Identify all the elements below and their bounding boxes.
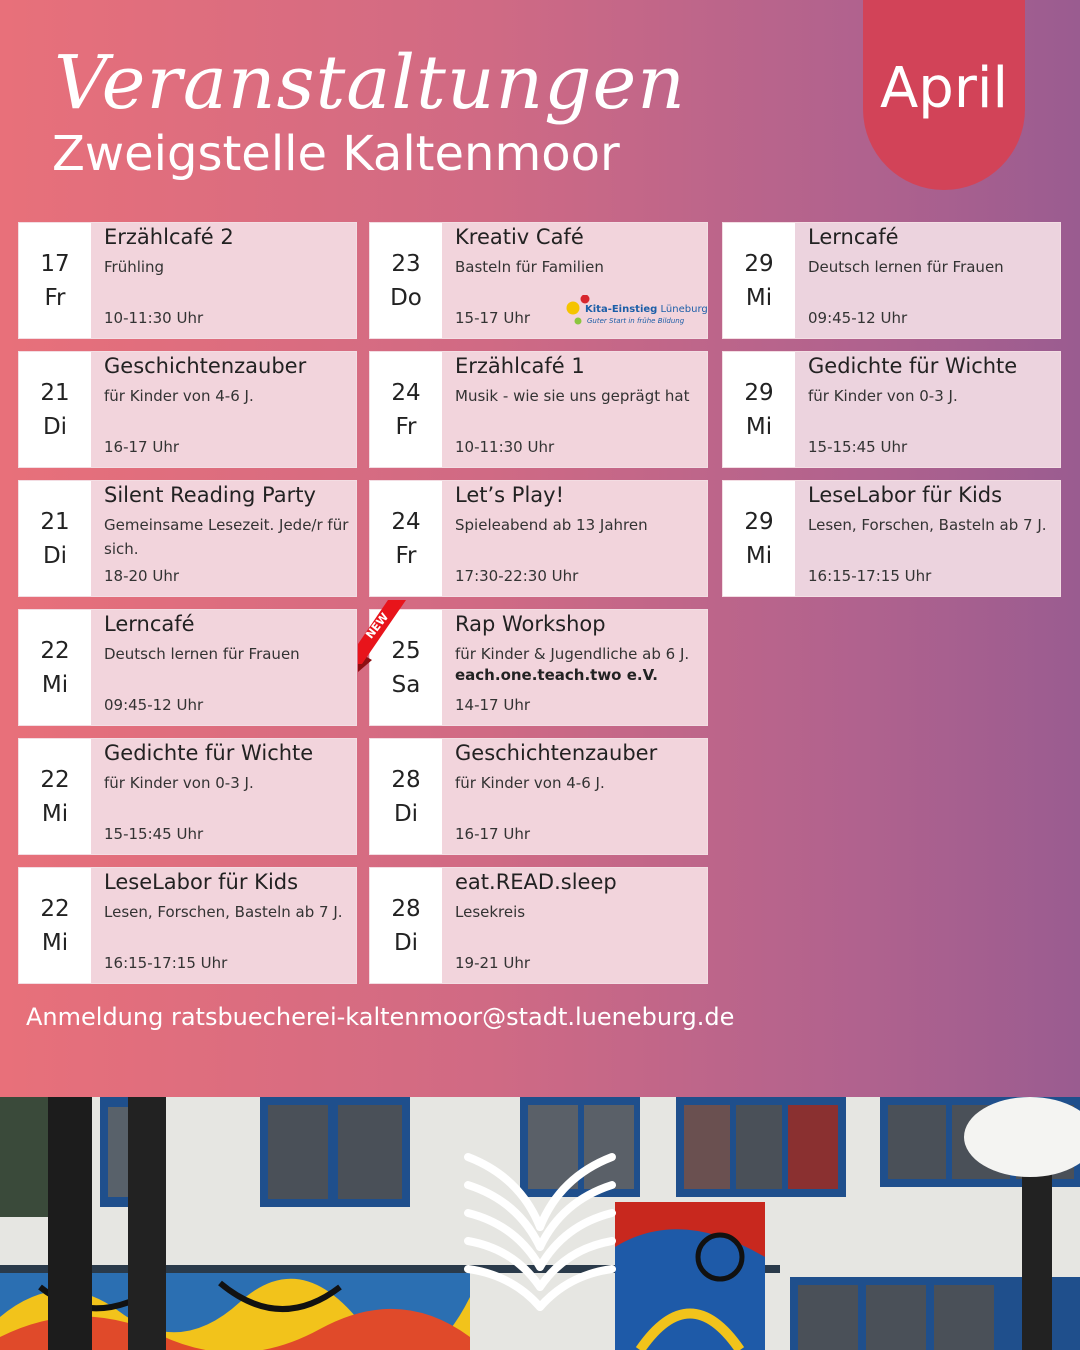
event-description: Frühling <box>104 258 165 276</box>
event-info <box>795 223 1060 338</box>
event-weekday: Mi <box>745 284 773 311</box>
event-date <box>370 481 442 596</box>
event-weekday: Mi <box>41 671 69 698</box>
event-time: 18-20 Uhr <box>104 567 180 585</box>
event-title: Silent Reading Party <box>104 483 316 507</box>
kita-tagline: Guter Start in frühe Bildung <box>587 317 685 325</box>
page-subtitle: Zweigstelle Kaltenmoor <box>52 126 620 182</box>
event-description: Lesekreis <box>455 903 526 921</box>
event-date <box>723 481 795 596</box>
event-info <box>91 352 356 467</box>
event-info <box>91 868 356 983</box>
event-day: 24 <box>391 508 421 535</box>
event-card <box>18 480 357 597</box>
event-info <box>91 739 356 854</box>
event-description: Gemeinsame Lesezeit. Jede/r für sich. <box>104 516 349 558</box>
event-date <box>723 223 795 338</box>
event-day: 17 <box>40 250 70 277</box>
event-card <box>369 867 708 984</box>
event-time: 16:15-17:15 Uhr <box>104 954 228 972</box>
event-description: Lesen, Forschen, Basteln ab 7 J. <box>104 903 343 921</box>
event-card <box>722 222 1061 339</box>
event-weekday: Do <box>390 284 422 311</box>
event-description: für Kinder von 4-6 J. <box>455 774 605 792</box>
event-description: Basteln für Familien <box>455 258 604 276</box>
event-info <box>795 481 1060 596</box>
event-weekday: Fr <box>395 413 417 440</box>
event-info <box>442 481 707 596</box>
kita-einstieg-logo <box>565 295 708 329</box>
event-description: Musik - wie sie uns geprägt hat <box>455 387 690 405</box>
event-info <box>442 610 707 725</box>
event-date <box>19 610 91 725</box>
event-info <box>91 223 356 338</box>
event-weekday: Mi <box>41 929 69 956</box>
event-title: Geschichtenzauber <box>455 741 658 765</box>
event-description: für Kinder von 0-3 J. <box>808 387 958 405</box>
event-weekday: Di <box>393 800 419 827</box>
event-title: Erzählcafé 1 <box>455 354 585 378</box>
event-weekday: Di <box>42 542 68 569</box>
event-date <box>370 223 442 338</box>
event-info <box>91 610 356 725</box>
event-title: Gedichte für Wichte <box>808 354 1018 378</box>
event-card <box>369 351 708 468</box>
event-time: 16-17 Uhr <box>104 438 180 456</box>
event-description: Deutsch lernen für Frauen <box>104 645 300 663</box>
event-time: 09:45-12 Uhr <box>808 309 908 327</box>
event-card <box>369 738 708 855</box>
event-card <box>722 480 1061 597</box>
event-day: 29 <box>744 250 774 277</box>
new-ribbon-icon <box>358 600 414 672</box>
event-day: 28 <box>391 766 421 793</box>
registration-contact: Anmeldung ratsbuecherei-kaltenmoor@stadt.lueneburg.de <box>26 1003 735 1031</box>
event-title: Lerncafé <box>808 225 899 249</box>
event-description: für Kinder von 4-6 J. <box>104 387 254 405</box>
event-title: LeseLabor für Kids <box>808 483 1003 507</box>
event-time: 16-17 Uhr <box>455 825 531 843</box>
event-day: 21 <box>40 379 70 406</box>
event-title: Lerncafé <box>104 612 195 636</box>
event-time: 16:15-17:15 Uhr <box>808 567 932 585</box>
event-title: LeseLabor für Kids <box>104 870 299 894</box>
event-card <box>18 351 357 468</box>
event-time: 15-17 Uhr <box>455 309 531 327</box>
event-day: 29 <box>744 508 774 535</box>
event-time: 10-11:30 Uhr <box>455 438 555 456</box>
event-day: 21 <box>40 508 70 535</box>
event-weekday: Fr <box>395 542 417 569</box>
event-card <box>18 867 357 984</box>
event-card <box>18 222 357 339</box>
event-info <box>91 481 356 596</box>
event-description: Lesen, Forschen, Basteln ab 7 J. <box>808 516 1047 534</box>
library-facade-image <box>0 1097 1080 1350</box>
event-description: für Kinder & Jugendliche ab 6 J. <box>455 645 690 663</box>
event-time: 19-21 Uhr <box>455 954 531 972</box>
event-info <box>442 352 707 467</box>
event-time: 15-15:45 Uhr <box>808 438 908 456</box>
event-title: Let’s Play! <box>455 483 564 507</box>
event-description: für Kinder von 0-3 J. <box>104 774 254 792</box>
svg-text:NEW: NEW <box>363 610 392 642</box>
event-date <box>370 739 442 854</box>
event-info <box>442 868 707 983</box>
event-weekday: Mi <box>745 413 773 440</box>
event-day: 23 <box>391 250 421 277</box>
event-date <box>19 739 91 854</box>
event-day: 29 <box>744 379 774 406</box>
month-tab: April <box>863 0 1025 190</box>
event-card <box>369 222 708 339</box>
event-day: 28 <box>391 895 421 922</box>
event-title: Geschichtenzauber <box>104 354 307 378</box>
event-info <box>795 352 1060 467</box>
event-weekday: Di <box>42 413 68 440</box>
event-time: 17:30-22:30 Uhr <box>455 567 579 585</box>
event-card <box>369 609 708 726</box>
event-description: Spieleabend ab 13 Jahren <box>455 516 648 534</box>
event-date <box>19 481 91 596</box>
event-title: Kreativ Café <box>455 225 584 249</box>
library-photo <box>0 1097 1080 1350</box>
event-date <box>19 223 91 338</box>
event-info <box>442 739 707 854</box>
kita-name: Kita-Einstieg Lüneburg <box>585 304 708 315</box>
event-time: 10-11:30 Uhr <box>104 309 204 327</box>
event-weekday: Di <box>393 929 419 956</box>
event-description: Deutsch lernen für Frauen <box>808 258 1004 276</box>
event-time: 15-15:45 Uhr <box>104 825 204 843</box>
event-title: Rap Workshop <box>455 612 606 636</box>
event-day: 22 <box>40 895 70 922</box>
event-card <box>722 351 1061 468</box>
event-organizer: each.one.teach.two e.V. <box>455 666 658 684</box>
event-title: eat.READ.sleep <box>455 870 617 894</box>
event-day: 22 <box>40 637 70 664</box>
event-date <box>723 352 795 467</box>
event-card <box>18 609 357 726</box>
event-day: 22 <box>40 766 70 793</box>
page-title: Veranstaltungen <box>54 40 686 126</box>
event-day: 25 <box>391 637 421 664</box>
event-day: 24 <box>391 379 421 406</box>
event-card <box>18 738 357 855</box>
event-date <box>19 352 91 467</box>
event-title: Gedichte für Wichte <box>104 741 314 765</box>
event-date <box>19 868 91 983</box>
event-weekday: Mi <box>745 542 773 569</box>
event-time: 14-17 Uhr <box>455 696 531 714</box>
event-time: 09:45-12 Uhr <box>104 696 204 714</box>
event-title: Erzählcafé 2 <box>104 225 234 249</box>
event-weekday: Mi <box>41 800 69 827</box>
event-weekday: Fr <box>44 284 66 311</box>
event-card <box>369 480 708 597</box>
event-date <box>370 868 442 983</box>
event-info <box>442 223 707 338</box>
event-date <box>370 352 442 467</box>
event-weekday: Sa <box>391 671 421 698</box>
